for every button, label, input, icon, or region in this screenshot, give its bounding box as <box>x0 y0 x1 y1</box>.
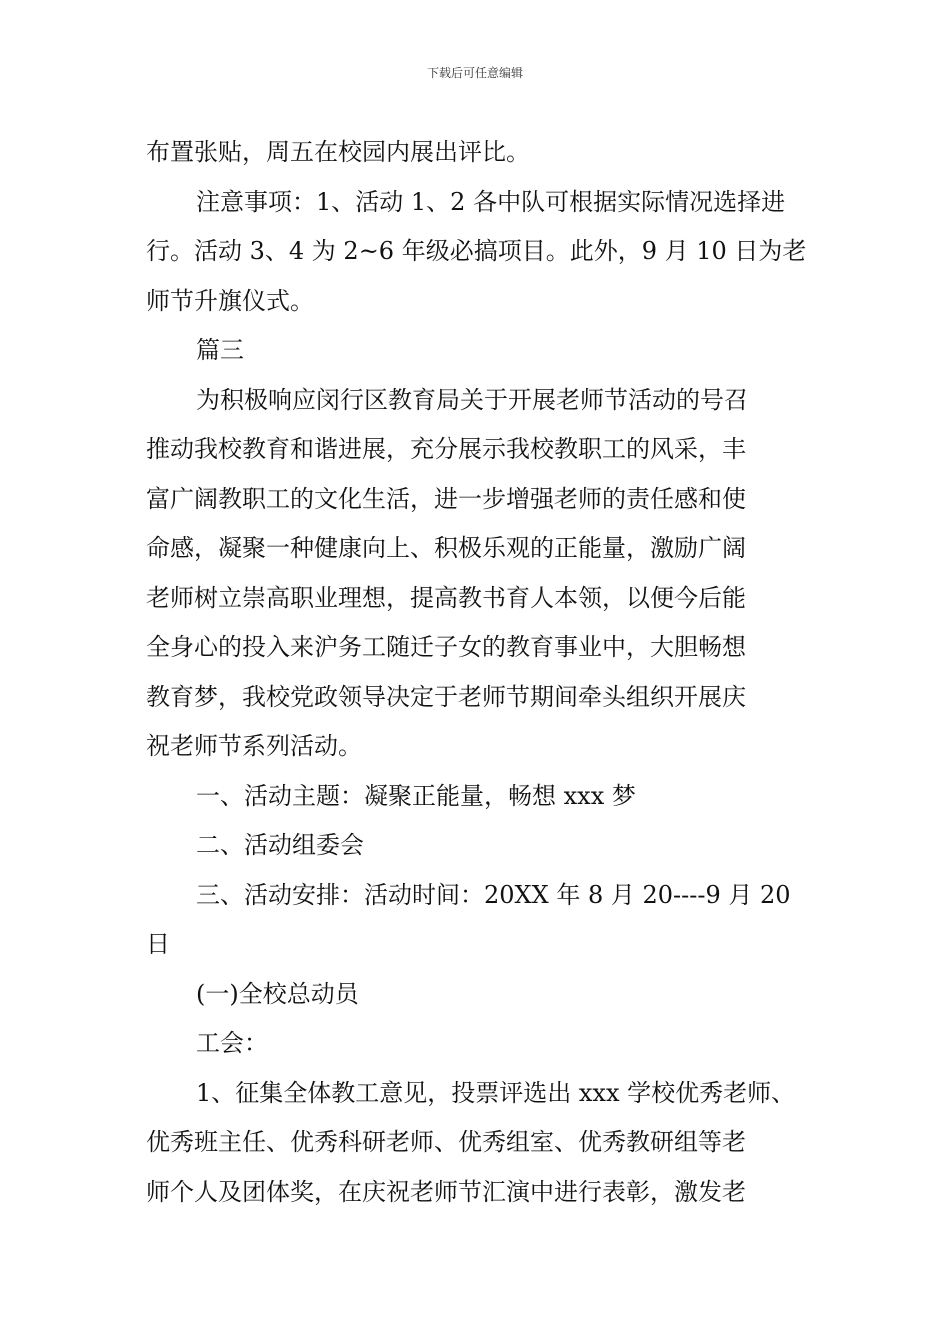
section-heading: 篇三 <box>196 336 244 364</box>
text-line: 祝老师节系列活动。 <box>146 732 362 760</box>
text-line: 全身心的投入来沪务工随迁子女的教育事业中，大胆畅想 <box>146 633 746 661</box>
text-line: 行。活动 3、4 为 2~6 年级必搞项目。此外，9 月 10 日为老 <box>146 237 807 265</box>
list-item: 二、活动组委会 <box>196 831 364 859</box>
document-body <box>146 128 816 1217</box>
text-line: 老师树立崇高职业理想，提高教书育人本领，以便今后能 <box>146 583 746 612</box>
text-line: 布置张贴，周五在校园内展出评比。 <box>146 138 530 166</box>
text-line: 工会： <box>196 1029 268 1057</box>
text-line: 师节升旗仪式。 <box>146 286 314 315</box>
list-item: 1、征集全体教工意见，投票评选出 xxx 学校优秀老师、 <box>196 1078 796 1107</box>
text-line: 日 <box>146 930 170 958</box>
text-line: 优秀班主任、优秀科研老师、优秀组室、优秀教研组等老 <box>146 1128 746 1156</box>
page-header: 下载后可任意编辑 <box>426 66 523 80</box>
list-item: (一)全校总动员 <box>196 979 359 1008</box>
list-item: 三、活动安排：活动时间：20XX 年 8 月 20----9 月 20 <box>196 880 791 909</box>
text-line: 富广阔教职工的文化生活，进一步增强老师的责任感和使 <box>146 484 746 513</box>
text-line: 师个人及团体奖，在庆祝老师节汇演中进行表彰，激发老 <box>146 1177 746 1206</box>
text-line: 推动我校教育和谐进展，充分展示我校教职工的风采，丰 <box>146 435 746 463</box>
text-line: 教育梦，我校党政领导决定于老师节期间牵头组织开展庆 <box>146 682 746 711</box>
list-item: 一、活动主题：凝聚正能量，畅想 xxx 梦 <box>196 781 636 810</box>
text-line: 为积极响应闵行区教育局关于开展老师节活动的号召 <box>196 385 748 414</box>
text-line: 命感，凝聚一种健康向上、积极乐观的正能量，激励广阔 <box>146 534 746 562</box>
text-line: 注意事项：1、活动 1、2 各中队可根据实际情况选择进 <box>196 187 786 216</box>
